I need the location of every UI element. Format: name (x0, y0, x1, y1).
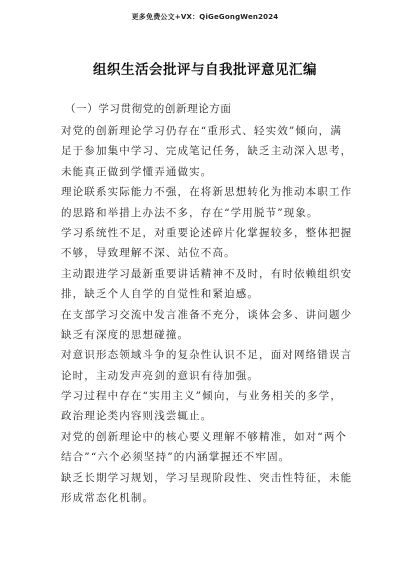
paragraph (61, 345, 361, 386)
document-title: 组织生活会批评与自我批评意见汇编 (93, 62, 317, 78)
text-line: 对党的创新理论中的核心要义理解不够精准，如对“两个 (61, 430, 348, 443)
paragraph (61, 305, 361, 346)
text-line: 论时，主动发声亮剑的意识有待加强。 (61, 369, 260, 382)
text-line: 主动跟进学习最新重要讲话精神不及时，有时依赖组织安 (61, 267, 353, 280)
paragraph (61, 264, 361, 305)
text-line: 对意识形态领域斗争的复杂性认识不足，面对网络错误言 (61, 349, 353, 362)
text-line: 足于参加集中学习、完成笔记任务，缺乏主动深入思考， (61, 145, 353, 158)
paragraph (61, 121, 361, 182)
text-line: 学习系统性不足，对重要论述碎片化掌握较多，整体把握 (61, 226, 353, 239)
text-line: 理论联系实际能力不强，在将新思想转化为推动本职工作 (61, 186, 353, 199)
text-line: 在支部学习交流中发言准备不充分，谈体会多、讲问题少 (61, 308, 353, 321)
text-line: 结合”“六个必须坚持”的内涵掌握还不牢固。 (61, 451, 291, 464)
paragraph (61, 427, 361, 468)
header-watermark: 更多免费公文+VX：QiGeGongWen2024 (131, 13, 279, 21)
text-line: 缺乏长期学习规划，学习呈现阶段性、突击性特征，未能 (61, 471, 353, 484)
text-line: 形成常态化机制。 (61, 492, 155, 505)
text-line: 缺乏有深度的思想碰撞。 (61, 328, 190, 341)
paragraph (61, 386, 361, 427)
text-line: 未能真正做到学懂弄通做实。 (61, 165, 213, 178)
paragraph (61, 468, 361, 509)
section-heading: （一）学习贯彻党的创新理论方面 (65, 103, 232, 115)
text-line: 排，缺乏个人自学的自觉性和紧迫感。 (61, 288, 260, 301)
paragraph (61, 182, 361, 223)
document-body (61, 121, 361, 508)
text-line: 政治理论类内容则浅尝辄止。 (61, 410, 213, 423)
text-line: 不够，导致理解不深、站位不高。 (61, 247, 236, 260)
text-line: 的思路和举措上办法不多，存在“学用脱节”现象。 (61, 206, 319, 219)
paragraph (61, 223, 361, 264)
text-line: 学习过程中存在“实用主义”倾向，与业务相关的多学， (61, 390, 342, 403)
text-line: 对党的创新理论学习仍存在“重形式、轻实效”倾向，满 (61, 125, 342, 137)
